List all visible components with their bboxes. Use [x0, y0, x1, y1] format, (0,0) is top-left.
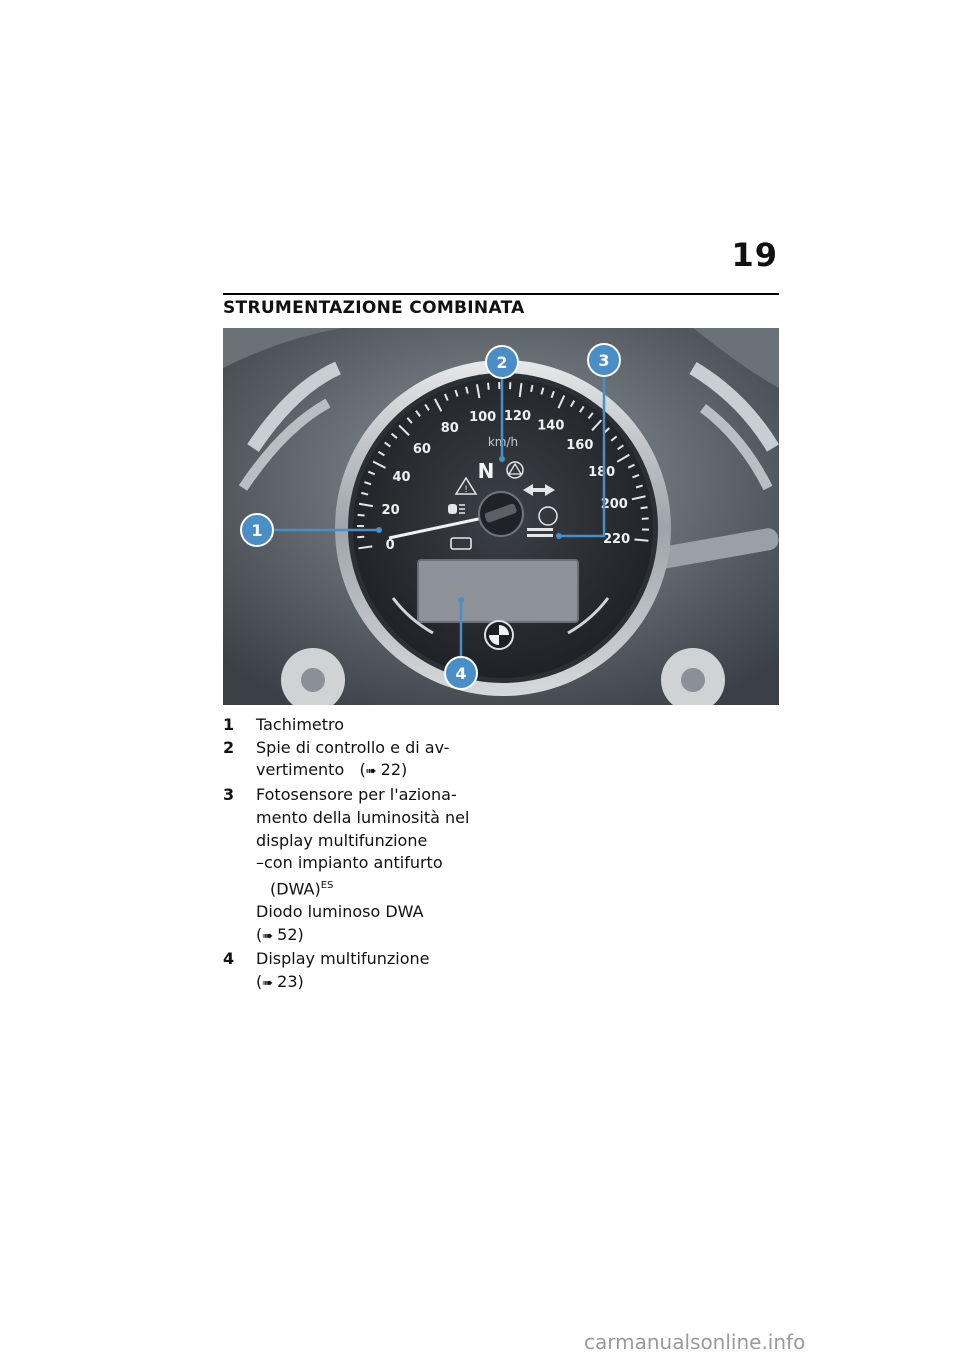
minor-tick: [641, 507, 648, 508]
legend-number: 4: [223, 949, 235, 969]
page-ref-link[interactable]: 23): [277, 972, 304, 992]
gear-indicator: N: [477, 459, 495, 483]
legend-option: con impianto antifurto: [264, 853, 443, 873]
callout-2: [486, 346, 518, 378]
page-ref-arrow-icon: ➠: [262, 928, 274, 944]
legend-text: mento della luminosità nel: [256, 807, 470, 827]
minor-tick: [358, 515, 365, 516]
header-rule: [223, 293, 779, 295]
legend-text: Fotosensore per l'aziona-: [256, 785, 457, 805]
page-ref-arrow-icon: ➠: [365, 764, 377, 780]
legend-text: Diodo luminoso DWA: [256, 901, 424, 921]
high-beam-icon: [448, 504, 465, 514]
speed-tick-label: 200: [600, 497, 628, 513]
legend-text: display multifunzione: [256, 830, 428, 850]
legend-text: vertimento: [256, 760, 345, 780]
page-number: 19: [731, 236, 778, 274]
legend-number: 1: [223, 715, 235, 734]
minor-tick: [488, 383, 489, 390]
multifunction-display: [418, 560, 578, 622]
speed-tick-label: 40: [392, 470, 411, 486]
legend-option-cont: (DWA): [270, 879, 321, 899]
legend-item-1: [223, 714, 493, 737]
speed-tick-label: 180: [588, 464, 616, 480]
page-ref-link[interactable]: 52): [277, 924, 304, 944]
callout-4: [445, 657, 477, 689]
speed-tick-label: 100: [469, 409, 497, 425]
svg-text:4: 4: [455, 664, 467, 683]
option-code: ES: [320, 879, 334, 891]
callout-3: [588, 344, 620, 376]
speed-tick-label: 80: [440, 421, 459, 437]
speed-tick-label: 20: [381, 503, 400, 519]
legend-item-2: 2 Spie di controllo e di av- vertimento (➠ 22): [223, 737, 493, 784]
major-tick: [634, 540, 648, 541]
instrument-cluster-figure: [223, 328, 779, 705]
legend-text: Spie di controllo e di av-: [256, 737, 450, 757]
speed-tick-label: 120: [503, 408, 532, 424]
legend-list: [223, 714, 493, 996]
section-title: STRUMENTAZIONE COMBINATA: [223, 298, 525, 318]
watermark: carmanualsonline.info: [584, 1330, 806, 1354]
legend-item-4: 4 Display multifunzione (➠ 23): [223, 948, 493, 995]
page-ref-link[interactable]: 22): [380, 760, 408, 780]
speed-tick-label: 160: [566, 437, 594, 453]
legend-item-3: 3 Fotosensore per l'aziona- mento della luminosità nel display multifunzione –con impianto antifurto (DWA)$^{ES}$ Diodo luminoso DWA (➠ 52): [223, 784, 493, 948]
svg-text:1: 1: [251, 521, 263, 540]
speed-tick-label: 0: [385, 537, 395, 553]
legend-text: Display multifunzione: [256, 949, 430, 969]
speed-tick-label: 220: [602, 531, 631, 547]
callout-1: [241, 514, 273, 546]
speed-tick-label: 60: [412, 441, 431, 457]
minor-tick: [531, 385, 532, 392]
speed-unit: km/h: [487, 435, 519, 449]
legend-number: 2: [223, 737, 235, 757]
svg-text:!: !: [464, 485, 468, 495]
legend-text: Tachimetro: [256, 715, 345, 734]
speed-tick-label: 140: [537, 418, 565, 434]
legend-number: 3: [223, 785, 235, 805]
svg-text:3: 3: [598, 351, 610, 370]
svg-text:2: 2: [496, 353, 508, 372]
bmw-logo: [485, 621, 513, 649]
page-ref-arrow-icon: ➠: [262, 976, 274, 992]
